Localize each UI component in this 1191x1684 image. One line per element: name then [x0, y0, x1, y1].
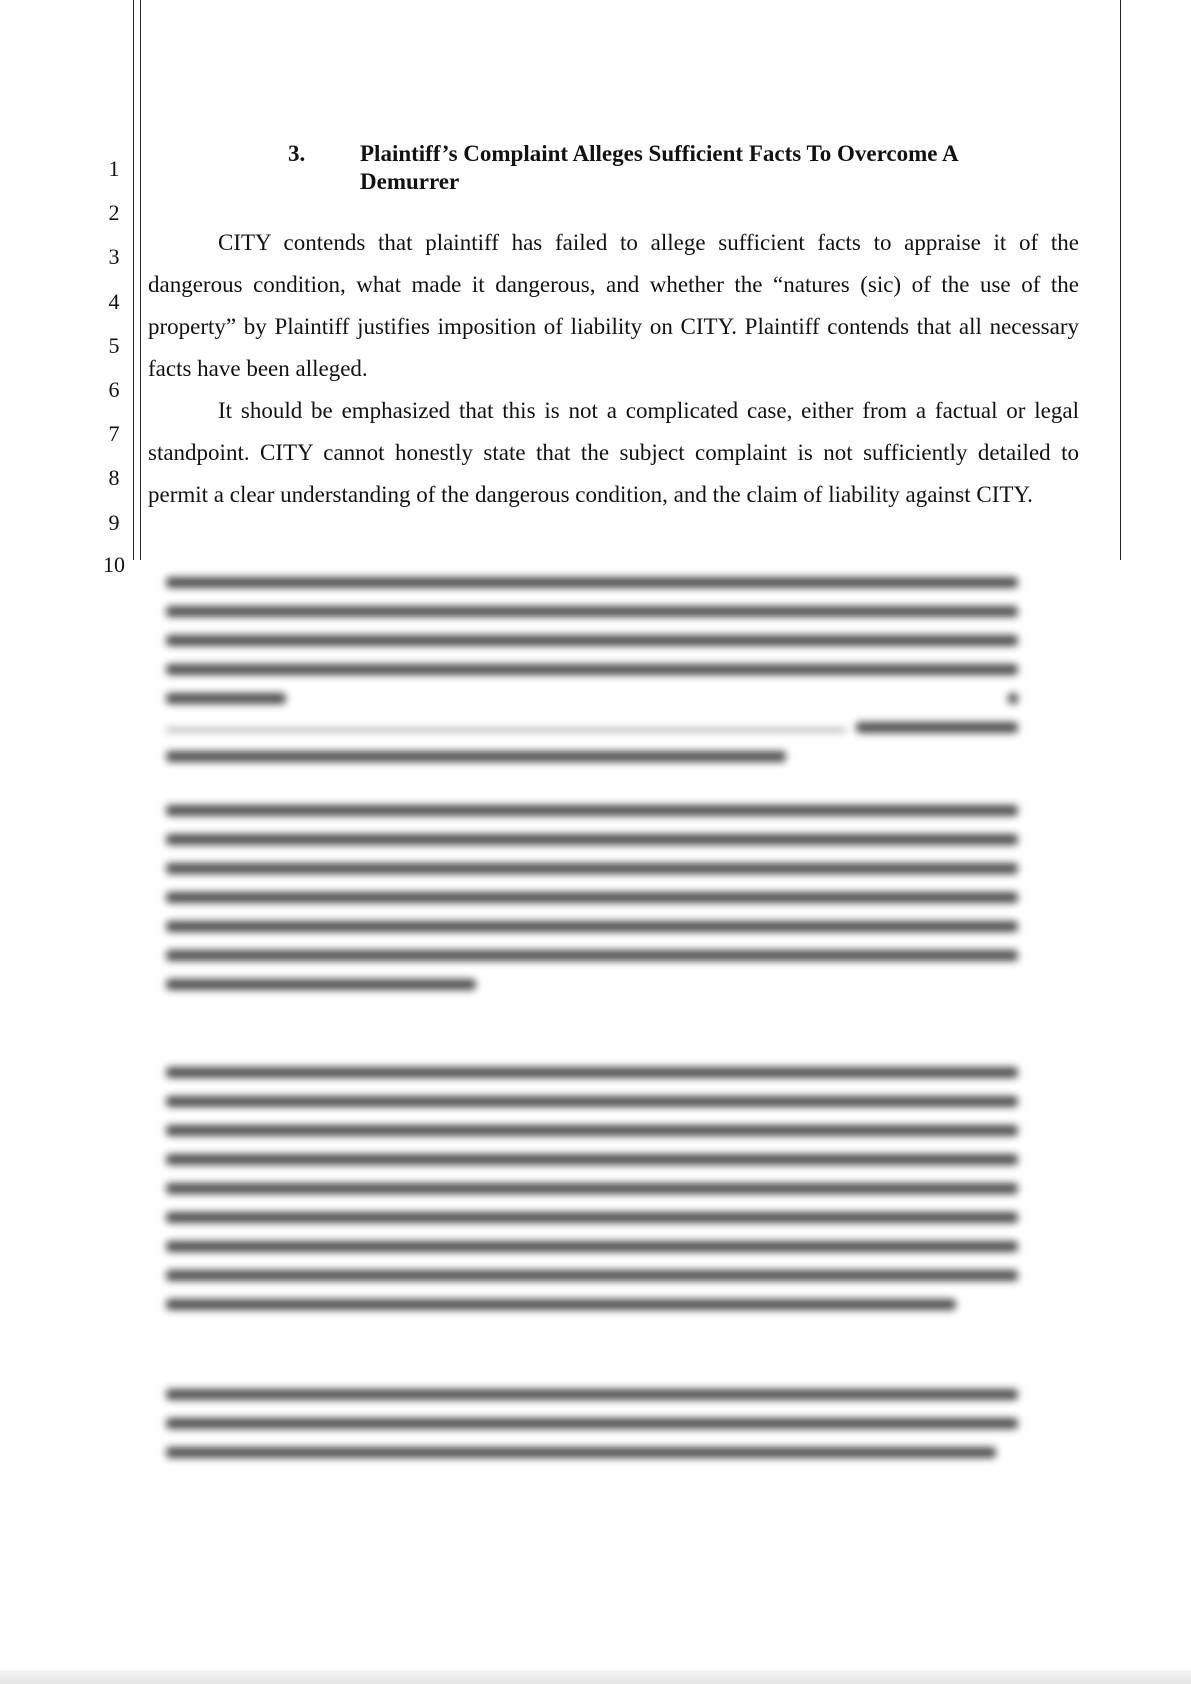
line-number-cut: 10 — [103, 552, 125, 577]
line-number: 1 — [108, 156, 120, 181]
body-text — [148, 222, 1079, 516]
blurred-paragraph — [166, 566, 1018, 769]
line-number: 8 — [108, 465, 120, 491]
line-number: 9 — [108, 509, 120, 535]
line-number: 5 — [108, 332, 120, 358]
blurred-paragraph — [166, 1056, 1018, 1317]
blurred-paragraph — [166, 794, 1018, 997]
section-title: Plaintiff’s Complaint Alleges Sufficient Facts To Overcome A Demurrer — [360, 141, 958, 194]
paragraph: It should be emphasized that this is not a complicated case, either from a factual or legal standpoint. CITY cannot honestly state that the subject complaint is not sufficiently detailed to permit a clear understanding of the dangerous condition, and the claim of liability against CITY. — [148, 398, 1079, 507]
margin-rule-left-inner — [140, 0, 141, 560]
blurred-paragraph — [166, 1378, 1018, 1465]
line-number: 3 — [108, 244, 120, 270]
margin-rule-left-outer — [133, 0, 134, 560]
page-bottom-edge — [0, 1670, 1191, 1684]
line-number: 2 — [108, 200, 120, 226]
section-number: 3. — [288, 141, 306, 166]
line-number: 6 — [108, 376, 120, 402]
line-number: 4 — [108, 288, 120, 314]
line-number: 7 — [108, 421, 120, 447]
margin-rule-right — [1120, 0, 1121, 560]
paragraph: CITY contends that plaintiff has failed to allege sufficient facts to appraise it of the dangerous condition, what made it dangerous, and whether the “natures (sic) of the use of the property” by Plaintiff justifies imposition of liability on CITY. Plaintiff contends that all necessary facts have been alleged. — [148, 230, 1079, 381]
pleading-line-numbers — [100, 152, 128, 550]
